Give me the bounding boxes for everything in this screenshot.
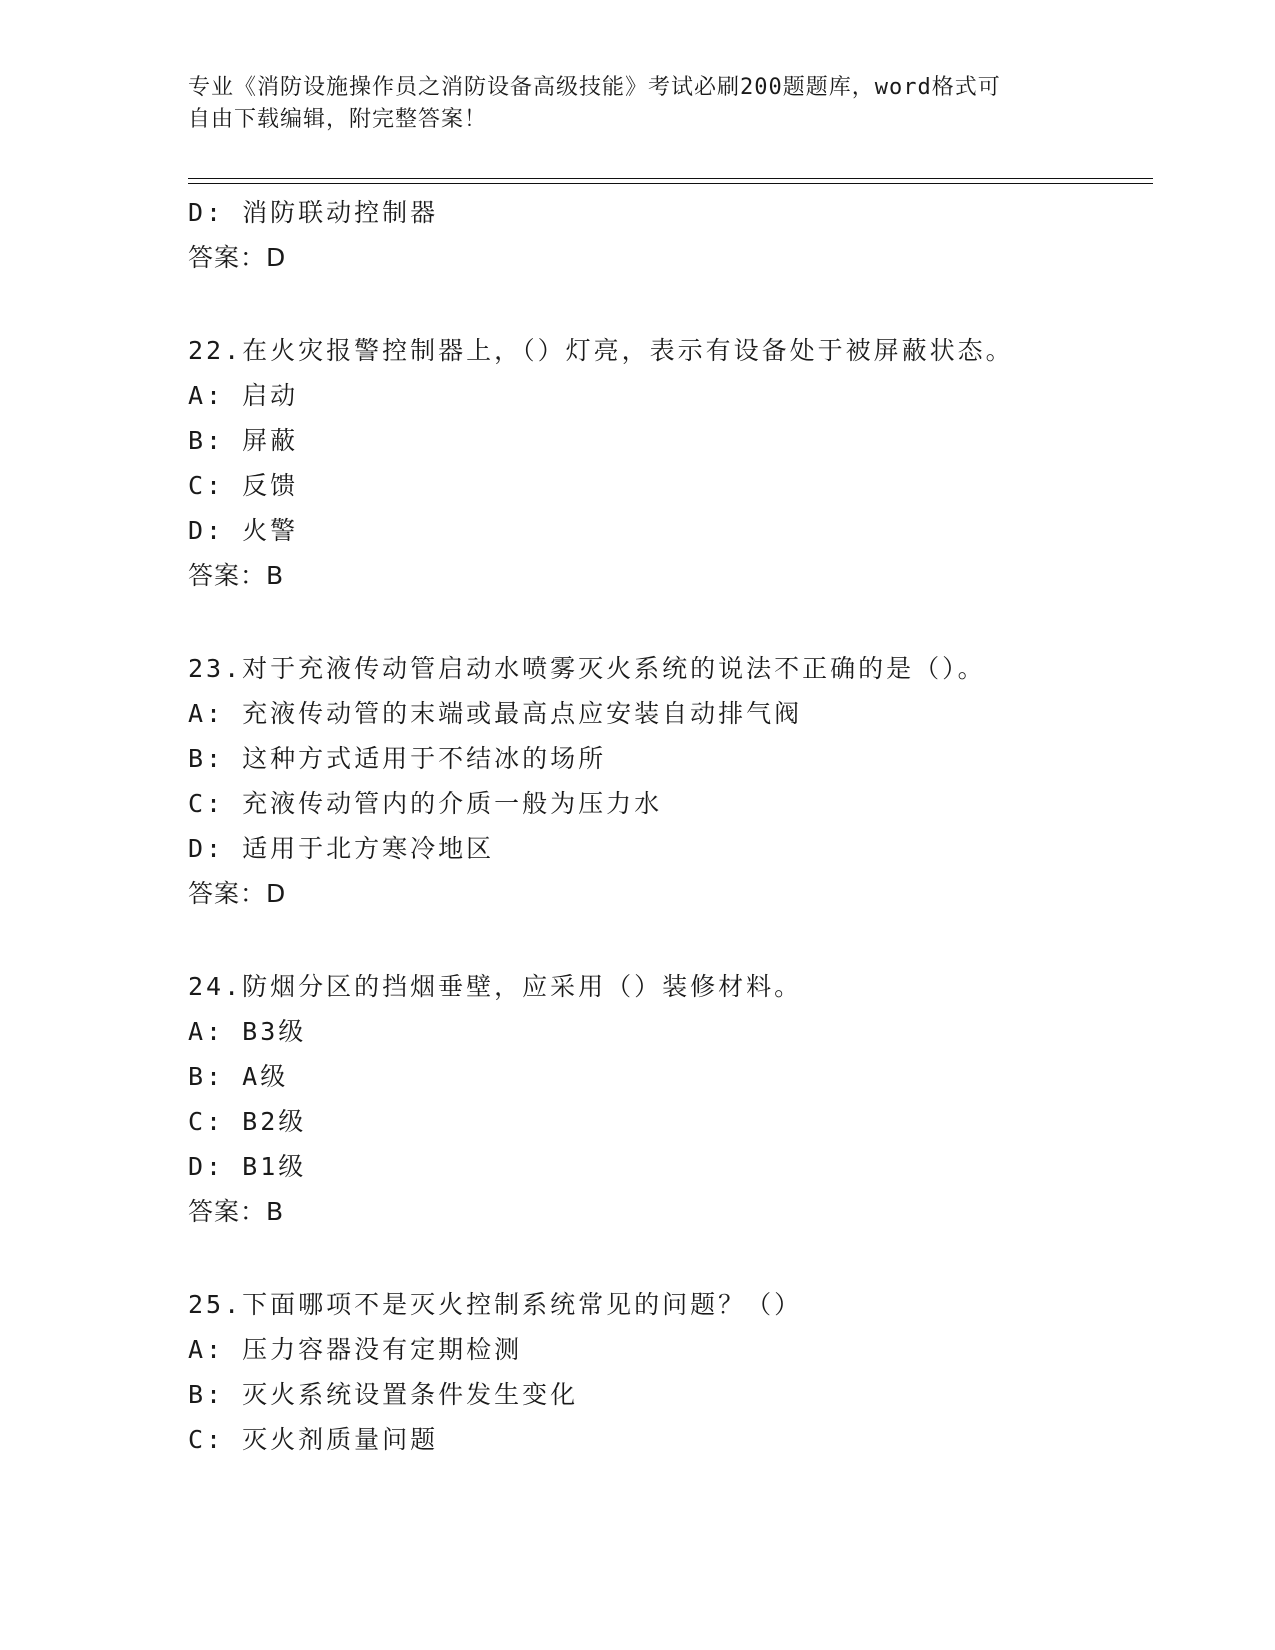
option-a: A: 启动 (188, 381, 299, 410)
question-stem: 23.对于充液传动管启动水喷雾灭火系统的说法不正确的是（）。 (188, 654, 986, 683)
question-24 (188, 964, 1148, 1234)
option-d: D: 火警 (188, 516, 299, 545)
header-line-2: 自由下载编辑，附完整答案！ (188, 107, 488, 132)
answer: 答案：B (188, 561, 285, 590)
header-line-1: 专业《消防设施操作员之消防设备高级技能》考试必刷200题题库，word格式可 (188, 75, 1001, 100)
spacer (188, 916, 1148, 964)
question-25 (188, 1282, 1148, 1462)
question-stem: 24.防烟分区的挡烟垂壁，应采用（）装修材料。 (188, 972, 803, 1001)
option-b: B: 灭火系统设置条件发生变化 (188, 1380, 579, 1409)
option-d: D: 适用于北方寒冷地区 (188, 834, 495, 863)
answer: 答案：B (188, 1197, 285, 1226)
option-c: C: 灭火剂质量问题 (188, 1425, 439, 1454)
prev-option-d: D: 消防联动控制器 (188, 198, 439, 227)
option-c: C: B2级 (188, 1107, 307, 1136)
spacer (188, 598, 1148, 646)
prev-answer: 答案：D (188, 243, 287, 272)
header-divider-top (188, 178, 1153, 179)
option-c: C: 反馈 (188, 471, 299, 500)
question-22 (188, 328, 1148, 598)
option-b: B: A级 (188, 1062, 289, 1091)
spacer (188, 280, 1148, 328)
question-23 (188, 646, 1148, 916)
option-c: C: 充液传动管内的介质一般为压力水 (188, 789, 663, 818)
option-a: A: 压力容器没有定期检测 (188, 1335, 523, 1364)
answer: 答案：D (188, 879, 287, 908)
option-a: A: 充液传动管的末端或最高点应安装自动排气阀 (188, 699, 803, 728)
spacer (188, 1234, 1148, 1282)
question-stem: 25.下面哪项不是灭火控制系统常见的问题？（） (188, 1290, 803, 1319)
document-header (188, 72, 1088, 136)
option-a: A: B3级 (188, 1017, 307, 1046)
document-body (188, 190, 1148, 1462)
header-divider-bottom (188, 183, 1153, 184)
option-d: D: B1级 (188, 1152, 307, 1181)
option-b: B: 这种方式适用于不结冰的场所 (188, 744, 607, 773)
option-b: B: 屏蔽 (188, 426, 299, 455)
question-stem: 22.在火灾报警控制器上，（）灯亮，表示有设备处于被屏蔽状态。 (188, 336, 1014, 365)
